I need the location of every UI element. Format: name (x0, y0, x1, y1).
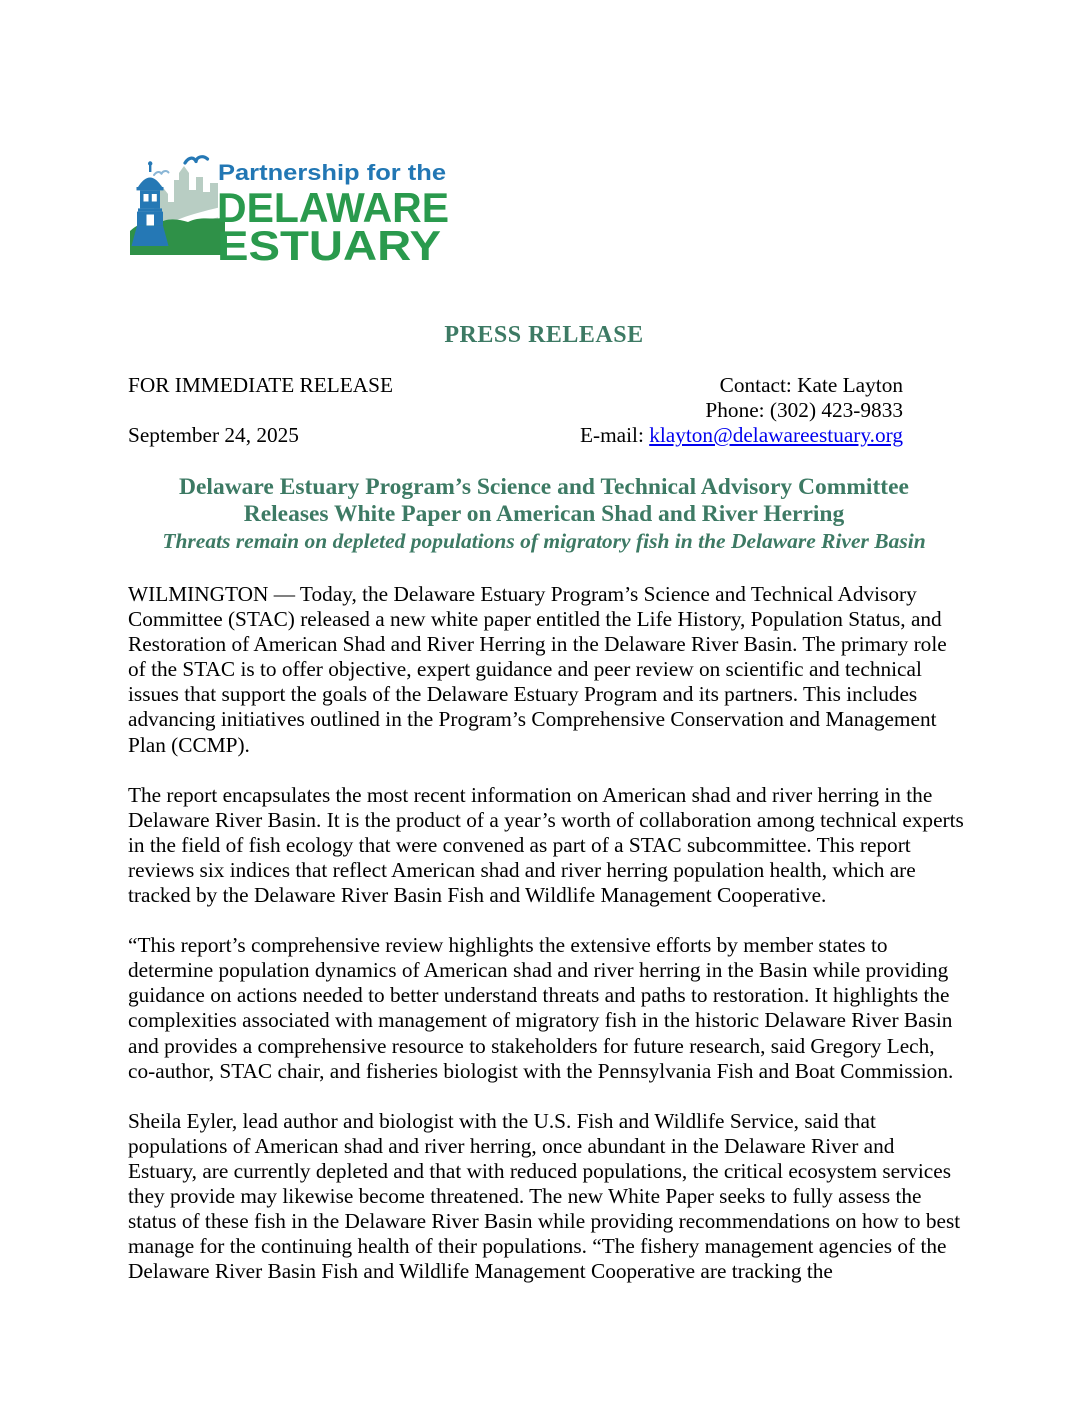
title-line-1: Delaware Estuary Program’s Science and Technical Advisory Committee (179, 474, 909, 500)
body-text (128, 582, 964, 1309)
logo-text-estuary: ESTUARY (217, 222, 441, 265)
contact-block (580, 373, 960, 448)
email-link[interactable]: klayton@delawareestuary.org (649, 423, 903, 447)
body-paragraph-1: WILMINGTON — Today, the Delaware Estuary Program’s Science and Technical Advisory Committee (STAC) released a new white paper entitled the Life History, Population Status, and Restoration of American Shad and River Herring in the Delaware River Basin. The primary role of the STAC is to offer objective, expert guidance and peer review on scientific and technical issues that support the goals of the Delaware Estuary Program and its partners. This includes advancing initiatives outlined in the Program’s Comprehensive Conservation and Management Plan (CCMP). (128, 582, 947, 757)
header-meta (128, 373, 960, 448)
bird-icon (185, 157, 208, 163)
email-label: E-mail: (580, 423, 650, 447)
release-info (128, 373, 393, 448)
small-bird-icon (154, 171, 169, 175)
release-date: September 24, 2025 (128, 423, 299, 447)
org-logo (130, 150, 450, 265)
title-block (128, 474, 960, 555)
partnership-delaware-estuary-logo (130, 150, 450, 265)
immediate-release-label: FOR IMMEDIATE RELEASE (128, 373, 394, 397)
body-paragraph-3: “This report’s comprehensive review highlights the extensive efforts by member states to determine population dynamics of American shad and river herring in the Basin while providing guidance on actions needed to better understand threats and paths to restoration. It highlights the complexities associated with management of migratory fish in the historic Delaware River Basin and provides a comprehensive resource to stakeholders for future research, said Gregory Lech, co-author, STAC chair, and fisheries biologist with the Pennsylvania Fish and Boat Commission. (128, 933, 954, 1083)
title-subtitle: Threats remain on depleted populations of migratory fish in the Delaware River Basin (162, 529, 926, 553)
contact-phone: Phone: (302) 423-9833 (705, 398, 903, 422)
logo-text-partnership: Partnership for the (218, 160, 446, 185)
logo-text-delaware: DELAWARE (217, 184, 449, 231)
body-paragraph-2: The report encapsulates the most recent information on American shad and river herring in the Delaware River Basin. It is the product of a year’s worth of collaboration among technical experts in the field of fish ecology that were convened as part of a STAC subcommittee. This report reviews six indices that reflect American shad and river herring population health, which are tracked by the Delaware River Basin Fish and Wildlife Management Cooperative. (128, 782, 964, 908)
contact-name: Contact: Kate Layton (719, 373, 903, 397)
press-release-heading: PRESS RELEASE (444, 322, 644, 348)
body-paragraph-4: Sheila Eyler, lead author and biologist with the U.S. Fish and Wildlife Service, said that populations of American shad and river herring, once abundant in the Delaware River and Estuary, are currently depleted and that with reduced populations, the critical ecosystem services they provide may likewise become threatened. The new White Paper seeks to fully assess the status of these fish in the Delaware River Basin while providing recommendations on how to best manage for the continuing health of their populations. “The fishery management agencies of the Delaware River Basin Fish and Wildlife Management Cooperative are tracking the (128, 1108, 961, 1284)
contact-email-line (580, 423, 903, 448)
blank-line (128, 398, 393, 423)
title-line-2: Releases White Paper on American Shad and River Herring (243, 501, 845, 527)
